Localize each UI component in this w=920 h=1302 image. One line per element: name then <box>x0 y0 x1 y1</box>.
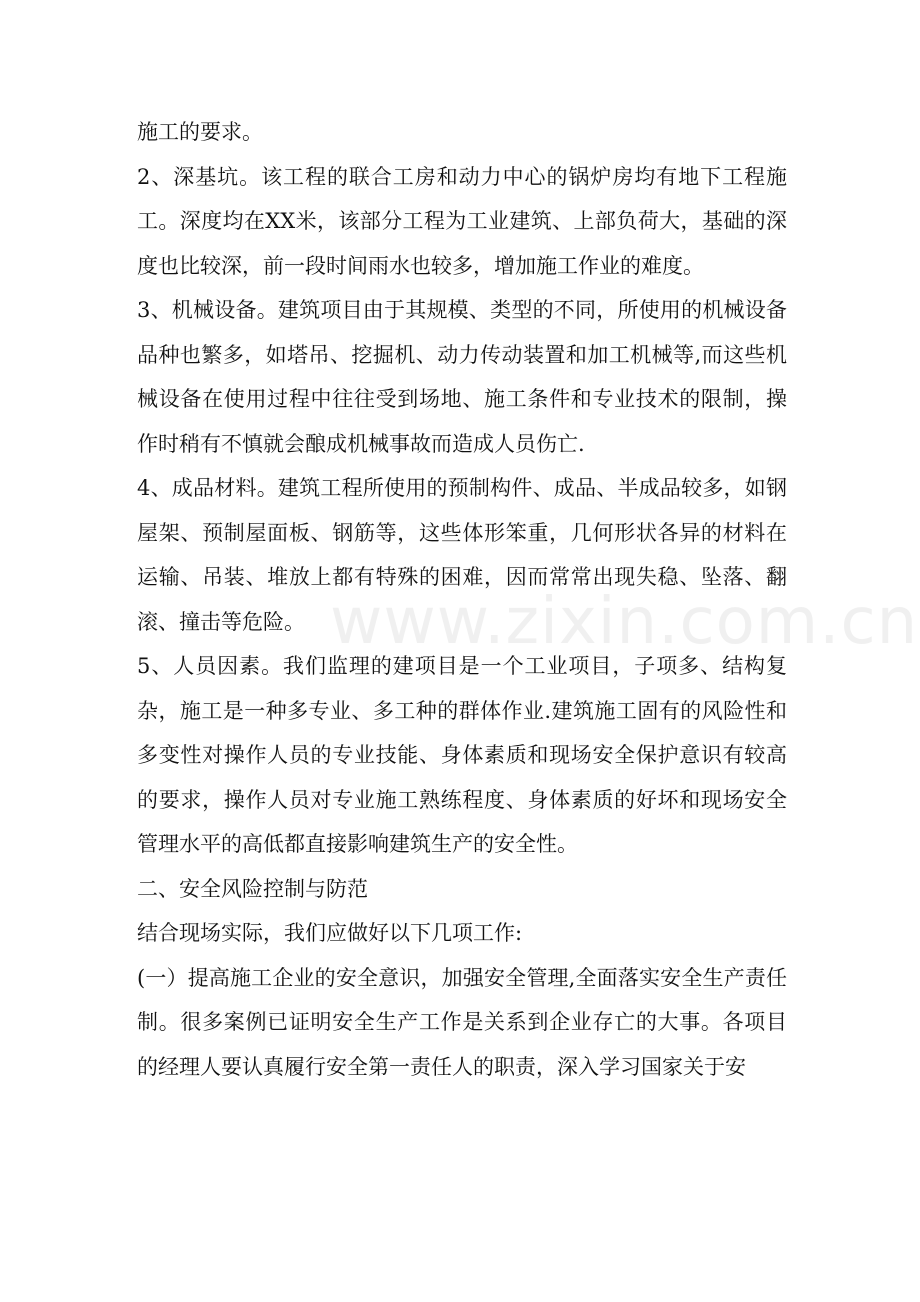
section-heading-risk-control: 二、安全风险控制与防范 <box>137 876 368 901</box>
paragraph-continuation: 施工的要求。 <box>137 120 263 144</box>
watermark-text: www.zixin.com.cn <box>330 585 919 659</box>
document-body <box>137 110 787 1089</box>
paragraph-deep-foundation-pit: 2、深基坑。该工程的联合工房和动力中心的锅炉房均有地下工程施工。深度均在XX米，该部分工程为工业建筑、上部负荷大，基础的深度也比较深，前一段时间雨水也较多，增加施工作业的难度。 <box>137 164 787 278</box>
paragraph-safety-awareness: (一）提高施工企业的安全意识，加强安全管理,全面落实安全生产责任制。很多案例已证明安全生产工作是关系到企业存亡的大事。各项目的经理人要认真履行安全第一责任人的职责，深入学习国家关于安 <box>137 965 787 1079</box>
paragraph-personnel-factors: 5、人员因素。我们监理的建项目是一个工业项目，子项多、结构复杂，施工是一种多专业、多工种的群体作业.建筑施工固有的风险性和多变性对操作人员的专业技能、身体素质和现场安全保护意识有较高的要求，操作人员对专业施工熟练程度、身体素质的好坏和现场安全管理水平的高低都直接影响建筑生产的安全性。 <box>137 654 787 856</box>
paragraph-mechanical-equipment: 3、机械设备。建筑项目由于其规模、类型的不同，所使用的机械设备品种也繁多，如塔吊、挖掘机、动力传动装置和加工机械等,而这些机械设备在使用过程中往往受到场地、施工条件和专业技术的限制，操作时稍有不慎就会酿成机械事故而造成人员伤亡. <box>137 298 787 456</box>
paragraph-finished-materials: 4、成品材料。建筑工程所使用的预制构件、成品、半成品较多，如钢屋架、预制屋面板、钢筋等，这些体形笨重，几何形状各异的材料在运输、吊装、堆放上都有特殊的困难，因而常常出现失稳、坠落、翻滚、撞击等危险。 <box>137 476 787 634</box>
paragraph-intro-tasks: 结合现场实际，我们应做好以下几项工作: <box>137 921 523 945</box>
